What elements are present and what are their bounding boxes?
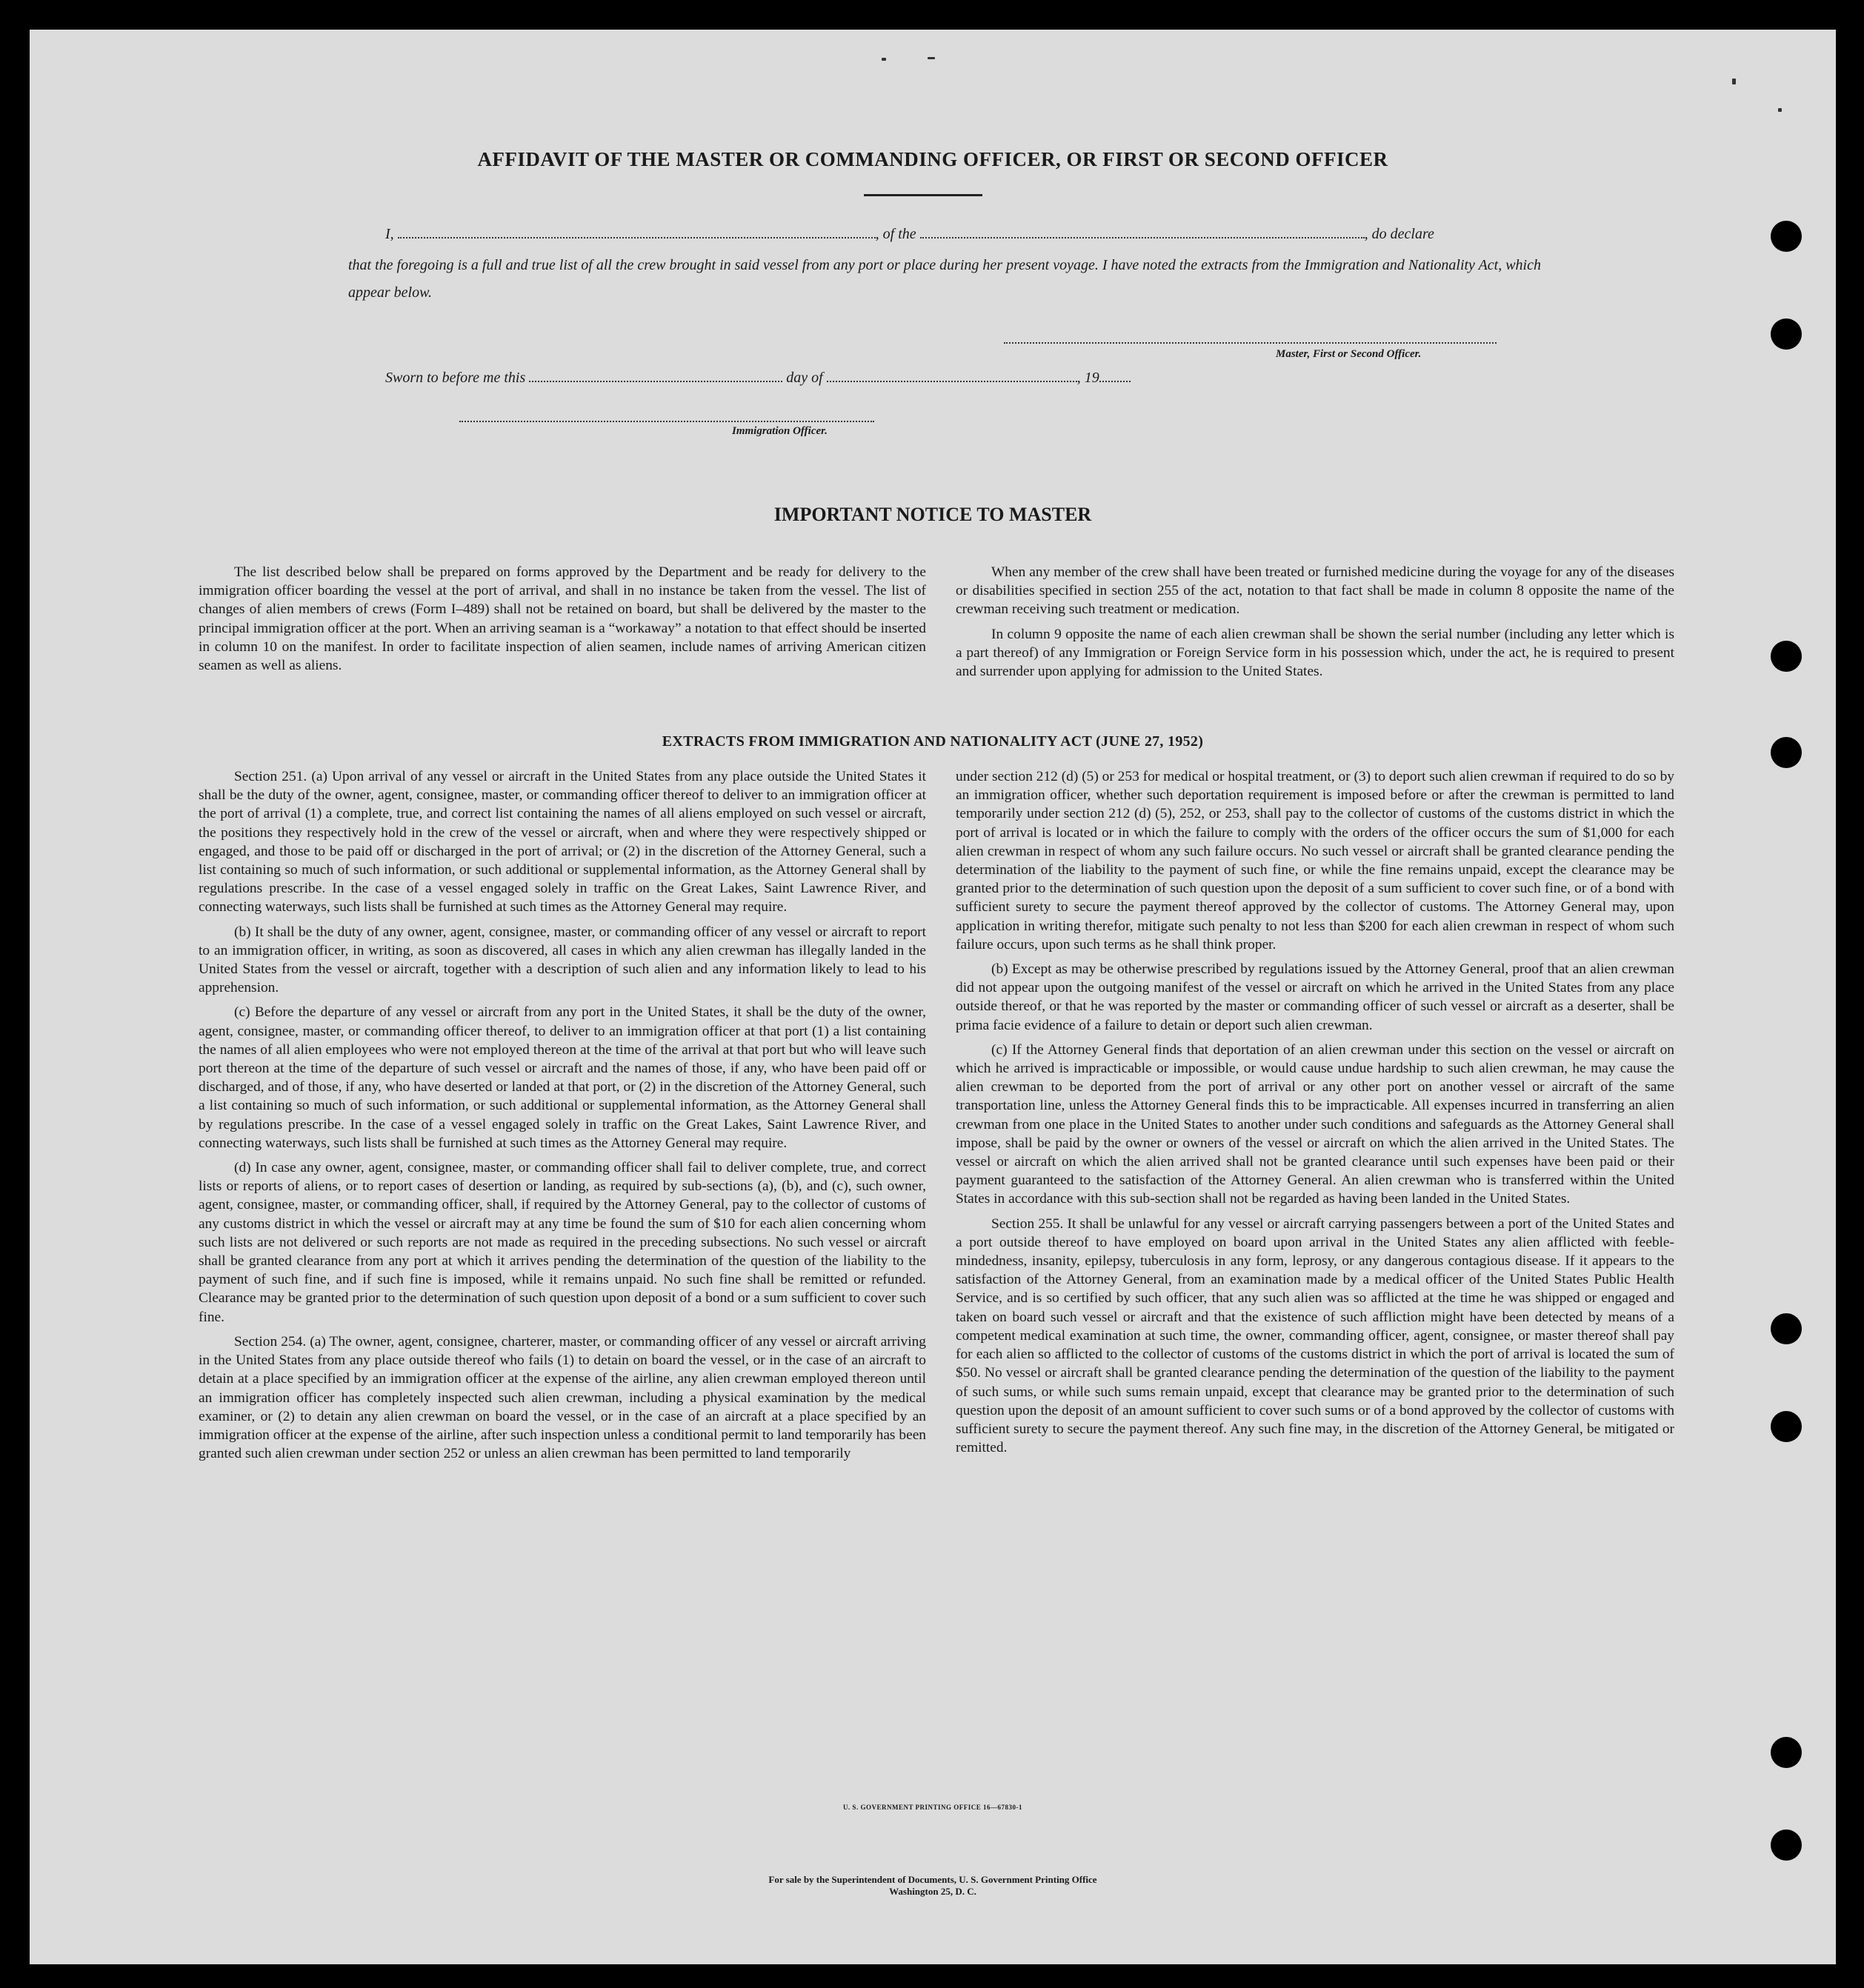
year-label: , 19: [1076, 370, 1099, 386]
punch-hole: [1771, 1829, 1802, 1861]
punch-hole: [1771, 641, 1802, 672]
section-paragraph: Section 251. (a) Upon arrival of any vessel or aircraft in the United States from any place outside the United States it shall be the duty of the owner, agent, consignee, master, or commanding officer thereof to deliver to an immigration officer at the port of arrival (1) a complete, true, and correct list containing the names of all aliens employed on such vessel or aircraft, the positions they respectively hold in the crew of the vessel or aircraft, when and where they were respectively shipped or engaged, and those to be paid off or discharged in the port of arrival; or (2) in the discretion of the Attorney General, such a list containing so much of such information, or such additional or supplemental information, as the Attorney General shall by regulations prescribe. In the case of a vessel engaged solely in traffic on the Great Lakes, Saint Lawrence River, and connecting waterways, such lists shall be furnished at such times as the Attorney General may require.: [199, 769, 926, 915]
sworn-line: [385, 367, 1131, 387]
punch-hole: [1771, 1313, 1802, 1344]
footer-line: Washington 25, D. C.: [889, 1886, 976, 1897]
scan-speck: [1778, 108, 1782, 112]
form-page: [30, 30, 1836, 1964]
vessel-field[interactable]: [920, 224, 1365, 239]
master-signature-line[interactable]: [1004, 342, 1497, 344]
do-declare-label: , do declare: [1364, 226, 1434, 242]
section-paragraph: under section 212 (d) (5) or 253 for medical or hospital treatment, or (3) to deport such alien crewman if required to do so by an immigration officer, whether such deportation requirement is imposed before or after the crewman is permitted to land temporarily under section 212 (d) (5), 252, or 253, shall pay to the collector of customs of the customs district in which the port of arrival is located or in which the failure to comply with the orders of the officer occurs the sum of $1,000 for each alien crewman in respect of whom any such failure occurs. No such vessel or aircraft shall be granted clearance pending the determination of the liability to the payment of such fine, or while the fine remains unpaid, except the clearance may be granted prior to the determination of such question upon the deposit of a sum sufficient to cover such fine, or of a bond with sufficient surety to secure the payment thereof approved by the collector of customs. The Attorney General may, upon application in writing therefor, mitigate such penalty to not less than $200 for each alien crewman in respect of whom such failure occurs, upon such terms as he shall think proper.: [956, 769, 1674, 953]
section-paragraph: (d) In case any owner, agent, consignee, master, or commanding officer shall fail to deliver complete, true, and correct lists or reports of aliens, or to report cases of desertion or landing, as required by sub-sections (a), (b), and (c), such owner, agent, consignee, master, or commanding officer, shall, if required by the Attorney General, pay to the collector of customs of any customs district in which the vessel or aircraft may at any time be found the sum of $10 for each alien concerning whom such lists are not delivered or such reports are not made as required in the preceding subsections. No such vessel or aircraft shall be granted clearance from any port at which it arrives pending the determination of the question of the liability to the payment of such fine, and if such fine is imposed, while it remains unpaid. No such fine shall be remitted or refunded. Clearance may be granted prior to the determination of such question upon deposit of a bond or a sum sufficient to cover such fine.: [199, 1160, 926, 1325]
i-label: I,: [385, 226, 394, 242]
footer-line: For sale by the Superintendent of Documents, U. S. Government Printing Office: [768, 1874, 1097, 1885]
extracts-left-column: [199, 767, 926, 1469]
section-paragraph: (c) Before the departure of any vessel or aircraft from any port in the United States, it shall be the duty of the owner, agent, consignee, master, or commanding officer thereof, to deliver to an immigration officer at that port (1) a list containing the names of all alien employees who were not employed thereon at the time of the arrival at that port but who will leave such port thereon at the time of the departure of such vessel or aircraft and the names of those, if any, who have been paid off or discharged, and of those, if any, who have deserted or landed at that port, or (2) in the discretion of the Attorney General, such a list containing so much of such information, or such additional or supplemental information, as the Attorney General shall by regulations prescribe. In the case of a vessel engaged solely in traffic on the Great Lakes, Saint Lawrence River, and connecting waterways, such lists shall be furnished at such times as the Attorney General may require.: [199, 1004, 926, 1151]
notice-right-column: [956, 563, 1674, 687]
of-the-label: , of the: [875, 226, 916, 242]
extracts-right-column: [956, 767, 1674, 1463]
scan-speck: [1732, 79, 1736, 84]
footer: [30, 1874, 1836, 1898]
affidavit-title: AFFIDAVIT OF THE MASTER OR COMMANDING OFFICER, OR FIRST OR SECOND OFFICER: [477, 148, 1388, 170]
section-paragraph: Section 254. (a) The owner, agent, consignee, charterer, master, or commanding officer of any vessel or aircraft arriving in the United States from any place outside thereof who fails (1) to detain on board the vessel, or in the case of an aircraft to detain at a place specified by an immigration officer at the expense of the airline, any alien crewman employed thereon until an immigration officer has completely inspected such alien crewman, including a physical examination by the medical examiner, or (2) to detain any alien crewman on board the vessel, or in the case of an aircraft at a place specified by an immigration officer at the expense of the airline, after such inspection unless a conditional permit to land temporarily has been granted such alien crewman under section 252 or unless an alien crewman has been permitted to land temporarily: [199, 1333, 926, 1462]
scan-speck: [928, 57, 935, 59]
sworn-label: Sworn to before me this: [385, 370, 526, 386]
punch-hole: [1771, 221, 1802, 252]
sworn-month-field[interactable]: [827, 367, 1077, 382]
notice-left-column: [199, 563, 926, 681]
notice-paragraph: When any member of the crew shall have been treated or furnished medicine during the voyage for any of the diseases or disabilities specified in section 255 of the act, notation to that fact shall be made in column 8 opposite the name of the crewman receiving such treatment or medication.: [956, 564, 1674, 618]
section-paragraph: (b) It shall be the duty of any owner, agent, consignee, master, or commanding officer of any vessel or aircraft to report to an immigration officer, in writing, as soon as discovered, all cases in which any alien crewman has illegally landed in the United States from the vessel or aircraft, together with a description of such alien and any information likely to lead to his apprehension.: [199, 924, 926, 996]
name-field[interactable]: [398, 224, 876, 239]
sworn-day-field[interactable]: [529, 367, 782, 382]
notice-paragraph: In column 9 opposite the name of each alien crewman shall be shown the serial number (including any letter which is a part thereof) of any Immigration or Foreign Service form in his possession which, under the act, he is required to present and surrender upon applying for admission to the United States.: [956, 626, 1674, 680]
notice-paragraph: The list described below shall be prepared on forms approved by the Department and be ready for delivery to the immigration officer boarding the vessel at the port of arrival, and shall in no instance be taken from the vessel. The list of changes of alien members of crews (Form I–489) shall not be retained on board, but shall be delivered by the master to the principal immigration officer at the port. When an arriving seaman is a “workaway” a notation to that effect should be inserted in column 10 on the manifest. In order to facilitate inspection of alien seamen, include names of arriving American citizen seamen as well as aliens.: [199, 564, 926, 674]
printer-mark: U. S. GOVERNMENT PRINTING OFFICE 16—67830-1: [842, 1804, 1023, 1811]
title-rule: [864, 194, 982, 196]
extracts-title: EXTRACTS FROM IMMIGRATION AND NATIONALITY ACT (JUNE 27, 1952): [662, 733, 1204, 750]
declaration-text: that the foregoing is a full and true list of all the crew brought in said vessel from any port or place during her present voyage. I have noted the extracts from the Immigration and Nationality Act, which appear below.: [348, 257, 1541, 301]
declaration-line: [385, 224, 1434, 243]
punch-hole: [1771, 1411, 1802, 1442]
sworn-year-field[interactable]: [1099, 367, 1131, 382]
section-paragraph: (c) If the Attorney General finds that deportation of an alien crewman under this section on the vessel or aircraft on which he arrived is impracticable or impossible, or would cause undue hardship to such alien crewman, he may cause the alien crewman to be deported from the port of arrival or any other port on another vessel or aircraft of the same transportation line, unless the Attorney General finds this to be impracticable. All expenses incurred in transferring an alien crewman from one place in the United States to another under such conditions and safeguards as the Attorney General shall impose, shall be paid by the owner or owners of the vessel or aircraft on which the alien arrived in the United States. The vessel or aircraft on which the alien arrived shall not be granted clearance until such expenses have been paid or their payment guaranteed to the satisfaction of the Attorney General. An alien crewman who is transferred within the United States in accordance with this sub-section shall not be regarded as having been landed in the United States.: [956, 1041, 1674, 1207]
punch-hole: [1771, 318, 1802, 350]
scan-speck: [882, 58, 886, 61]
section-paragraph: Section 255. It shall be unlawful for any vessel or aircraft carrying passengers between a port of the United States and a port outside thereof to have employed on board upon arrival in the United States any alien afflicted with feeble-mindedness, insanity, epilepsy, tuberculosis in any form, leprosy, or any dangerous contagious disease. If it appears to the satisfaction of the Attorney General, from an examination made by a medical officer of the United States Public Health Service, and is so certified by such officer, that any such alien was so afflicted at the time he was shipped or engaged and taken on board such vessel or aircraft and that the existence of such affliction might have been detected by means of a competent medical examination at such time, the owner, commanding officer, agent, consignee, or master thereof shall pay for each alien so afflicted to the collector of customs of the customs district in which the port of arrival is located the sum of $50. No vessel or aircraft shall be granted clearance pending the determination of the question of the liability to the payment of such sums, or while such sums remain unpaid, except that clearance may be granted prior to the determination of such question upon the deposit of an amount sufficient to cover such sums or of a bond approved by the collector of customs with sufficient surety to secure the payment thereof. Any such fine may, in the discretion of the Attorney General, be mitigated or remitted.: [956, 1215, 1674, 1456]
notice-title: IMPORTANT NOTICE TO MASTER: [773, 504, 1092, 525]
officer-caption: Immigration Officer.: [732, 425, 828, 437]
punch-hole: [1771, 1737, 1802, 1768]
officer-signature-line[interactable]: [459, 421, 874, 422]
master-caption: Master, First or Second Officer.: [1276, 348, 1422, 360]
section-paragraph: (b) Except as may be otherwise prescribed by regulations issued by the Attorney General, proof that an alien crewman did not appear upon the outgoing manifest of the vessel or aircraft on which he arrived in the United States from any place outside thereof, or that he was reported by the master or commanding officer of such vessel or aircraft as a deserter, shall be prima facie evidence of a failure to detain or deport such alien crewman.: [956, 961, 1674, 1033]
day-of-label: day of: [786, 370, 823, 386]
